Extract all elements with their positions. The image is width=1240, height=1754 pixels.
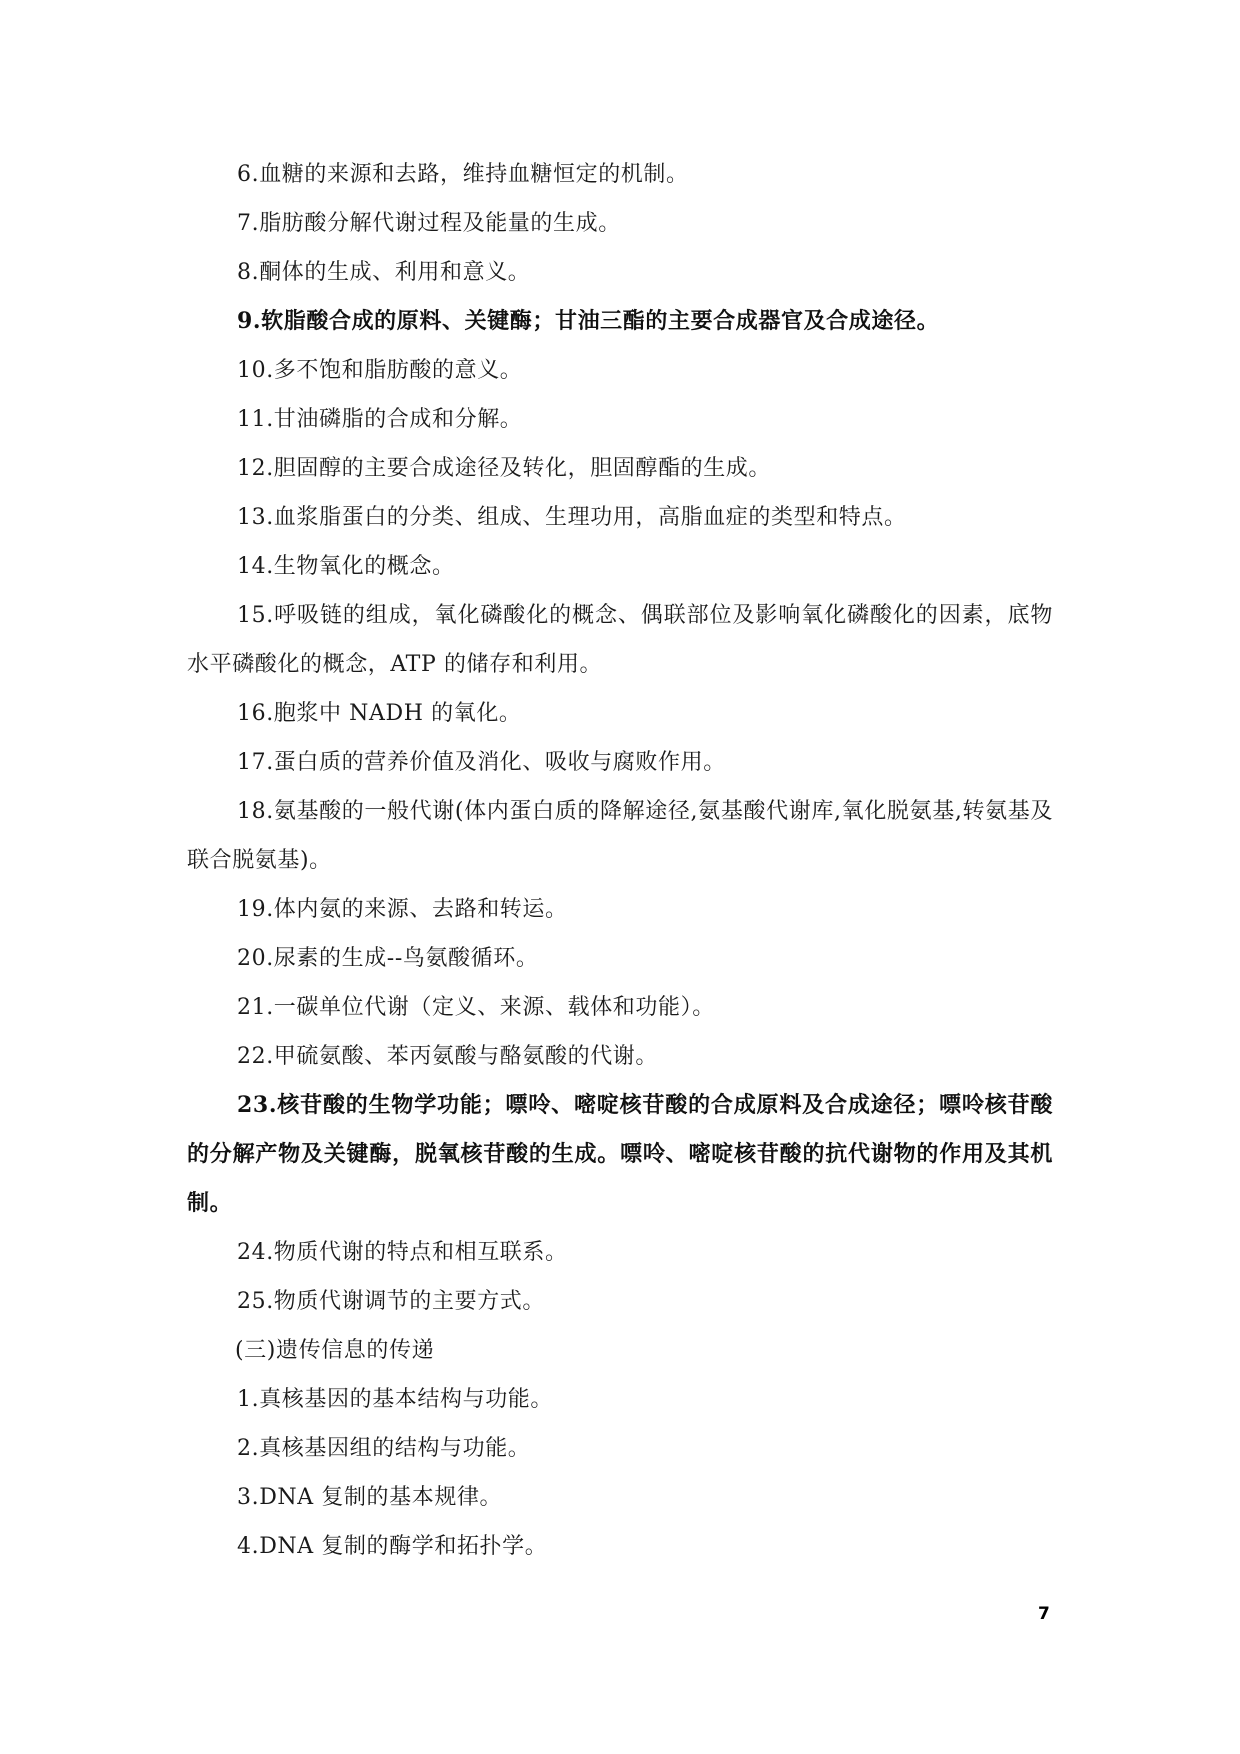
list-item-24: 24.物质代谢的特点和相互联系。 (237, 1240, 568, 1265)
list-item-13: 13.血浆脂蛋白的分类、组成、生理功用，高脂血症的类型和特点。 (237, 505, 907, 530)
list-item-18: 18.氨基酸的一般代谢(体内蛋白质的降解途径,氨基酸代谢库,氧化脱氨基,转氨基及联合脱氨基)。 (187, 799, 1053, 873)
list-item-20: 20.尿素的生成--鸟氨酸循环。 (237, 946, 539, 971)
list-item-12: 12.胆固醇的主要合成途径及转化，胆固醇酯的生成。 (237, 456, 771, 481)
page-number: 7 (1038, 1604, 1050, 1624)
list-item-17: 17.蛋白质的营养价值及消化、吸收与腐败作用。 (237, 750, 726, 775)
list-item-16: 16.胞浆中 NADH 的氧化。 (237, 701, 522, 726)
list-item-23: 23.核苷酸的生物学功能；嘌呤、嘧啶核苷酸的合成原料及合成途径；嘌呤核苷酸的分解产物及关键酶，脱氧核苷酸的生成。嘌呤、嘧啶核苷酸的抗代谢物的作用及其机制。 (187, 1092, 1053, 1216)
document-body (187, 150, 1053, 1571)
list-item-11: 11.甘油磷脂的合成和分解。 (237, 407, 523, 432)
list-item-21: 21.一碳单位代谢（定义、来源、载体和功能）。 (237, 995, 715, 1020)
list-item-25: 25.物质代谢调节的主要方式。 (237, 1289, 545, 1314)
list-item-9: 9.软脂酸合成的原料、关键酶；甘油三酯的主要合成器官及合成途径。 (237, 308, 940, 334)
list-item-10: 10.多不饱和脂肪酸的意义。 (237, 358, 523, 383)
list-item-1: 1.真核基因的基本结构与功能。 (237, 1387, 553, 1412)
list-item-14: 14.生物氧化的概念。 (237, 554, 455, 579)
list-item-19: 19.体内氨的来源、去路和转运。 (237, 897, 568, 922)
list-item-2: 2.真核基因组的结构与功能。 (237, 1436, 531, 1461)
list-item-7: 7.脂肪酸分解代谢过程及能量的生成。 (237, 211, 621, 236)
list-item-22: 22.甲硫氨酸、苯丙氨酸与酪氨酸的代谢。 (237, 1044, 658, 1069)
section-heading: (三)遗传信息的传递 (235, 1338, 435, 1363)
list-item-6: 6.血糖的来源和去路，维持血糖恒定的机制。 (237, 162, 689, 187)
list-item-8: 8.酮体的生成、利用和意义。 (237, 260, 531, 285)
list-item-3: 3.DNA 复制的基本规律。 (237, 1485, 503, 1510)
list-item-4: 4.DNA 复制的酶学和拓扑学。 (237, 1534, 548, 1559)
list-item-15: 15.呼吸链的组成，氧化磷酸化的概念、偶联部位及影响氧化磷酸化的因素，底物水平磷酸化的概念，ATP 的储存和利用。 (187, 603, 1053, 677)
